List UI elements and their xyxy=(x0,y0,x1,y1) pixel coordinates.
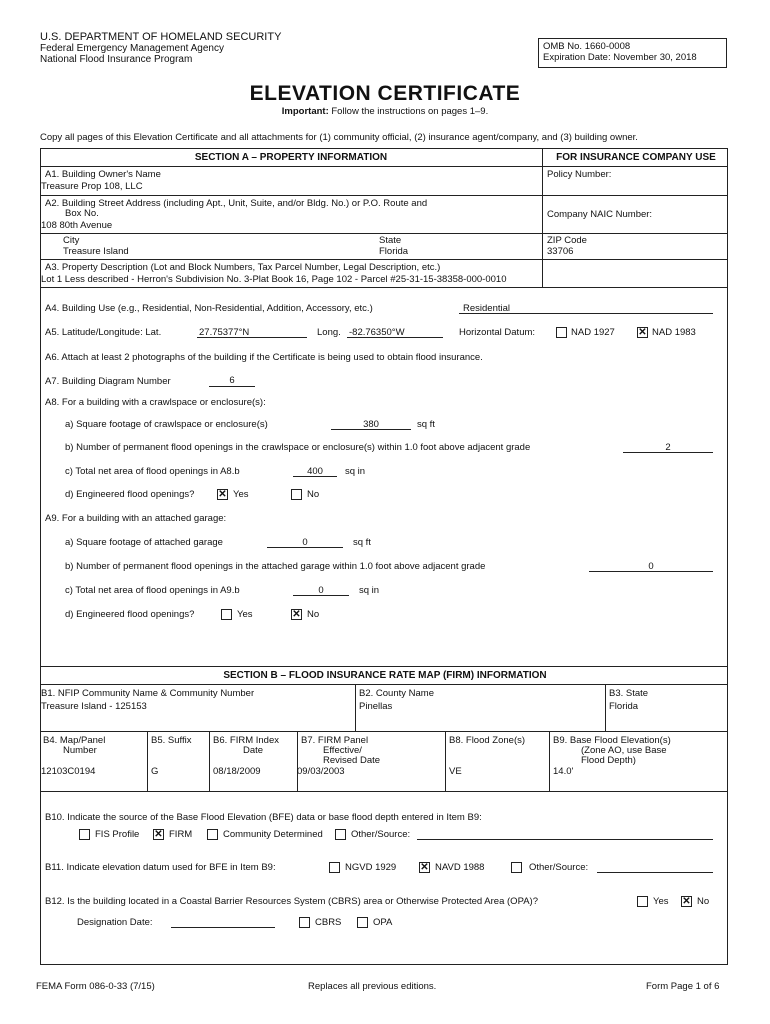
a9a-unit: sq ft xyxy=(353,537,371,548)
community-determined-label: Community Determined xyxy=(223,829,323,840)
omb-number: OMB No. 1660-0008 xyxy=(543,41,631,52)
a5-latitude[interactable]: 27.75377°N xyxy=(199,327,250,338)
designation-date-field[interactable] xyxy=(171,916,275,928)
a4-label: A4. Building Use (e.g., Residential, Non-Residential, Addition, Accessory, etc.) xyxy=(45,303,373,314)
navd1988-checkbox[interactable]: ✕ xyxy=(420,862,429,873)
a8a-unit: sq ft xyxy=(417,419,435,430)
a5-longitude[interactable]: -82.76350°W xyxy=(349,327,405,338)
a6-label: A6. Attach at least 2 photographs of the building if the Certificate is being used to obtain flood insurance. xyxy=(45,352,483,363)
a8c-value[interactable]: 400 xyxy=(307,466,323,477)
a8d-no-checkbox[interactable] xyxy=(291,489,302,500)
a8d-yes-label: Yes xyxy=(233,489,249,500)
b10-label: B10. Indicate the source of the Base Flood Elevation (BFE) data or base flood depth entered in Item B9: xyxy=(45,812,482,823)
cbrs-checkbox[interactable] xyxy=(299,917,310,928)
expiration-date: Expiration Date: November 30, 2018 xyxy=(543,52,697,63)
b11-label: B11. Indicate elevation datum used for BFE in Item B9: xyxy=(45,862,276,873)
opa-checkbox[interactable] xyxy=(357,917,368,928)
b4-label-cont: Number xyxy=(63,745,97,756)
a1-owner-name[interactable]: Treasure Prop 108, LLC xyxy=(41,181,143,192)
zip-value[interactable]: 33706 xyxy=(547,246,574,257)
a3-label: A3. Property Description (Lot and Block Numbers, Tax Parcel Number, Legal Description, etc.) xyxy=(45,262,441,273)
b2-label: B2. County Name xyxy=(359,688,434,699)
b3-state[interactable]: Florida xyxy=(609,701,639,712)
b5-label: B5. Suffix xyxy=(151,735,192,746)
b3-label: B3. State xyxy=(609,688,649,699)
b5-suffix[interactable]: G xyxy=(151,766,159,777)
b9-label-cont1: (Zone AO, use Base xyxy=(581,745,667,756)
program-name: National Flood Insurance Program xyxy=(40,54,193,65)
form-frame xyxy=(40,148,728,965)
omb-box xyxy=(538,38,727,68)
a8a-label: a) Square footage of crawlspace or enclosure(s) xyxy=(65,419,268,430)
b8-flood-zone[interactable]: VE xyxy=(449,766,462,777)
b6-label: B6. FIRM Index xyxy=(213,735,279,746)
b12-label: B12. Is the building located in a Coastal Barrier Resources System (CBRS) area or Otherwise Protected Area (OPA)? xyxy=(45,896,538,907)
a2-street-address[interactable]: 108 80th Avenue xyxy=(41,220,113,231)
b7-label-cont2: Revised Date xyxy=(323,755,381,766)
agency-name: Federal Emergency Management Agency xyxy=(40,43,224,54)
b4-map-panel[interactable]: 12103C0194 xyxy=(41,766,96,777)
a8b-value[interactable]: 2 xyxy=(665,442,671,453)
state-label: State xyxy=(379,235,402,246)
a1-label: A1. Building Owner's Name xyxy=(45,169,161,180)
dept-name: U.S. DEPARTMENT OF HOMELAND SECURITY xyxy=(40,31,282,43)
city-label: City xyxy=(63,235,80,246)
b12-no-label: No xyxy=(697,896,710,907)
b12-no-checkbox[interactable]: ✕ xyxy=(682,896,691,907)
a5-long-label: Long. xyxy=(317,327,341,338)
a7-diagram-number[interactable]: 6 xyxy=(229,375,235,386)
b7-firm-panel-date[interactable]: 09/03/2003 xyxy=(297,766,345,777)
fis-profile-label: FIS Profile xyxy=(95,829,140,840)
nad1983-checkbox[interactable]: ✕ xyxy=(638,327,647,338)
a9-label: A9. For a building with an attached garage: xyxy=(45,513,227,524)
b12-yes-checkbox[interactable] xyxy=(637,896,648,907)
other-source-field[interactable] xyxy=(417,828,713,840)
b8-label: B8. Flood Zone(s) xyxy=(449,735,526,746)
a9b-value[interactable]: 0 xyxy=(648,561,654,572)
ngvd1929-checkbox[interactable] xyxy=(329,862,340,873)
b12-yes-label: Yes xyxy=(653,896,669,907)
replaces-note: Replaces all previous editions. xyxy=(308,981,437,992)
a8b-label: b) Number of permanent flood openings in the crawlspace or enclosure(s) within 1.0 foot above adjacent grade xyxy=(65,442,531,453)
section-b-heading: SECTION B – FLOOD INSURANCE RATE MAP (FIRM) INFORMATION xyxy=(223,670,547,681)
designation-date-label: Designation Date: xyxy=(77,917,153,928)
b9-base-flood-elevation[interactable]: 14.0' xyxy=(553,766,574,777)
b6-label-cont: Date xyxy=(243,745,264,756)
a9a-value[interactable]: 0 xyxy=(302,537,308,548)
a9d-no-label: No xyxy=(307,609,320,620)
a8d-yes-checkbox[interactable]: ✕ xyxy=(218,489,227,500)
firm-label: FIRM xyxy=(169,829,193,840)
a9d-yes-checkbox[interactable] xyxy=(221,609,232,620)
section-a-heading: SECTION A – PROPERTY INFORMATION xyxy=(194,152,388,163)
a9d-label: d) Engineered flood openings? xyxy=(65,609,195,620)
copy-instructions: Copy all pages of this Elevation Certificate and all attachments for (1) community official, (2) insurance agent/company, and (3) building owner. xyxy=(40,132,638,143)
other-source2-label: Other/Source: xyxy=(529,862,589,873)
naic-label: Company NAIC Number: xyxy=(547,209,653,220)
nad1927-label: NAD 1927 xyxy=(571,327,615,338)
important-note xyxy=(0,106,770,117)
a8c-label: c) Total net area of flood openings in A8.b xyxy=(65,466,240,477)
a8a-value[interactable]: 380 xyxy=(363,419,379,430)
a4-building-use[interactable]: Residential xyxy=(463,303,510,314)
b1-community[interactable]: Treasure Island - 125153 xyxy=(41,701,147,712)
opa-label: OPA xyxy=(373,917,393,928)
community-determined-checkbox[interactable] xyxy=(207,829,218,840)
zip-label: ZIP Code xyxy=(547,235,587,246)
nad1983-label: NAD 1983 xyxy=(652,327,696,338)
b6-firm-index-date[interactable]: 08/18/2009 xyxy=(213,766,261,777)
a9c-value[interactable]: 0 xyxy=(318,585,324,596)
nad1927-checkbox[interactable] xyxy=(556,327,567,338)
other-source2-checkbox[interactable] xyxy=(511,862,522,873)
a8d-label: d) Engineered flood openings? xyxy=(65,489,195,500)
a3-property-description[interactable]: Lot 1 Less described - Herron's Subdivision No. 3-Plat Book 16, Page 102 - Parcel #25-31-15-38358-000-0010 xyxy=(41,274,507,285)
page-title: ELEVATION CERTIFICATE xyxy=(249,82,521,105)
other-source-checkbox[interactable] xyxy=(335,829,346,840)
navd1988-label: NAVD 1988 xyxy=(435,862,485,873)
cbrs-label: CBRS xyxy=(315,917,342,928)
other-source2-field[interactable] xyxy=(597,861,713,873)
b9-label-cont2: Flood Depth) xyxy=(581,755,636,766)
a2-label: A2. Building Street Address (including Apt., Unit, Suite, and/or Bldg. No.) or P.O. Route and xyxy=(45,198,428,209)
b9-label: B9. Base Flood Elevation(s) xyxy=(553,735,671,746)
fis-profile-checkbox[interactable] xyxy=(79,829,90,840)
b1-label: B1. NFIP Community Name & Community Number xyxy=(41,688,255,699)
a9b-label: b) Number of permanent flood openings in the attached garage within 1.0 foot above adjacent grade xyxy=(65,561,486,572)
form-number: FEMA Form 086-0-33 (7/15) xyxy=(36,981,155,992)
a9c-unit: sq in xyxy=(359,585,380,596)
a8-label: A8. For a building with a crawlspace or enclosure(s): xyxy=(45,397,266,408)
b2-county[interactable]: Pinellas xyxy=(359,701,393,712)
b7-label-cont1: Effective/ xyxy=(323,745,362,756)
agency-block xyxy=(40,32,281,65)
a2-label-cont: Box No. xyxy=(65,208,99,219)
a9c-label: c) Total net area of flood openings in A9.b xyxy=(65,585,240,596)
a8d-no-label: No xyxy=(307,489,320,500)
a5-datum-label: Horizontal Datum: xyxy=(459,327,536,338)
state-value[interactable]: Florida xyxy=(379,246,409,257)
important-text: Follow the instructions on pages 1–9. xyxy=(331,106,489,117)
ngvd1929-label: NGVD 1929 xyxy=(345,862,397,873)
policy-number-label: Policy Number: xyxy=(547,169,612,180)
a9a-label: a) Square footage of attached garage xyxy=(65,537,223,548)
other-source-label: Other/Source: xyxy=(351,829,411,840)
page-number: Form Page 1 of 6 xyxy=(646,981,720,992)
a7-label: A7. Building Diagram Number xyxy=(45,376,171,387)
a8c-unit: sq in xyxy=(345,466,366,477)
city-value[interactable]: Treasure Island xyxy=(63,246,129,257)
important-label: Important: xyxy=(281,106,329,117)
a9d-yes-label: Yes xyxy=(237,609,253,620)
a9d-no-checkbox[interactable]: ✕ xyxy=(292,609,301,620)
insurance-use-heading: FOR INSURANCE COMPANY USE xyxy=(556,152,716,163)
b7-label: B7. FIRM Panel xyxy=(301,735,369,746)
firm-checkbox[interactable]: ✕ xyxy=(154,829,163,840)
b4-label: B4. Map/Panel xyxy=(43,735,106,746)
a5-label: A5. Latitude/Longitude: Lat. xyxy=(45,327,162,338)
